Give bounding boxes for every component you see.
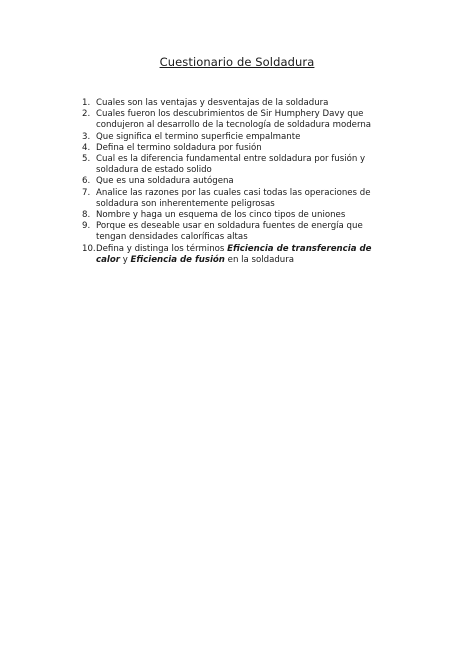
question-text: Cuales son las ventajas y desventajas de la soldadura	[96, 98, 329, 108]
question-text: Cual es la diferencia fundamental entre soldadura por fusión y soldadura de estado solido	[96, 154, 366, 176]
question-text: Nombre y haga un esquema de los cinco tipos de uniones	[96, 210, 346, 221]
list-item	[82, 210, 392, 221]
question-number: 10.	[82, 243, 96, 254]
list-item	[82, 176, 392, 187]
question-text: Que significa el termino superficie empalmante	[96, 131, 301, 142]
document-title: Cuestionario de Soldadura	[159, 55, 315, 69]
question-text: Porque es deseable usar en soldadura fuentes de energía que tengan densidades caloríficas altas	[96, 221, 363, 243]
question-number: 6.	[82, 176, 91, 187]
question-number: 2.	[82, 109, 91, 120]
question-text: Cuales fueron los descubrimientos de Sir Humphery Davy que condujeron al desarrollo de la tecnología de soldadura moderna	[96, 109, 372, 131]
question-text: Analice las razones por las cuales casi todas las operaciones de soldadura son inherentemente peligrosas	[96, 187, 371, 209]
question-text-part: Defina y distinga los términos	[96, 243, 228, 254]
question-text-part: en la soldadura	[224, 254, 295, 265]
question-number: 1.	[82, 98, 91, 108]
question-number: 9.	[82, 221, 91, 232]
list-item	[82, 221, 392, 243]
question-text: Defina el termino soldadura por fusión	[96, 142, 262, 153]
question-text	[96, 244, 392, 266]
question-text-part: y	[119, 254, 131, 265]
list-item	[82, 188, 392, 210]
question-number: 7.	[82, 187, 91, 198]
question-number: 8.	[82, 210, 91, 221]
question-list	[82, 98, 392, 266]
list-item	[82, 143, 392, 154]
list-item	[82, 154, 392, 176]
list-item	[82, 98, 392, 109]
list-item	[82, 109, 392, 131]
list-item	[82, 244, 392, 266]
question-number: 3.	[82, 131, 91, 142]
question-text: Que es una soldadura autógena	[96, 176, 234, 187]
list-item	[82, 132, 392, 143]
emphasized-term: Eficiencia de fusión	[130, 254, 225, 265]
emphasized-term: Eficiencia de transferencia de calor	[96, 243, 372, 265]
question-number: 4.	[82, 142, 91, 153]
question-number: 5.	[82, 154, 91, 165]
